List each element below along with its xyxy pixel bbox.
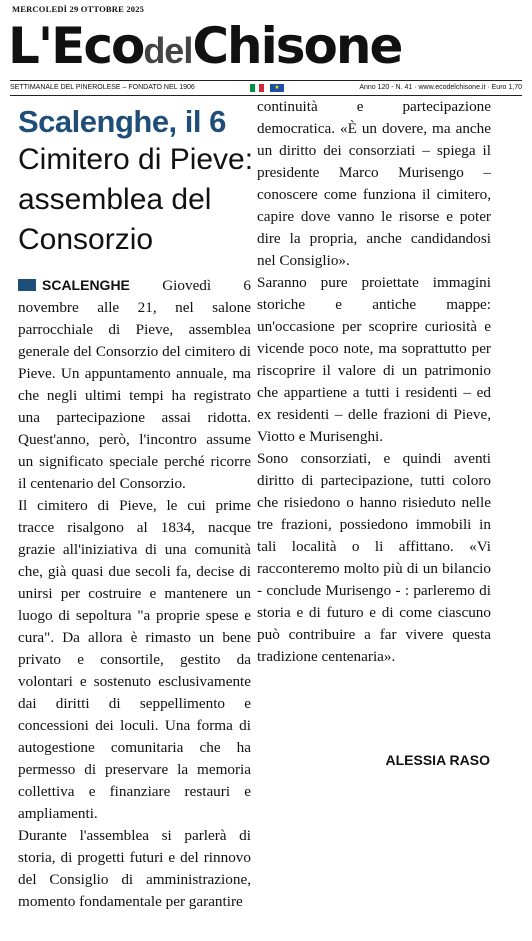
italian-flag-icon [250, 84, 264, 92]
article-column-2 [257, 96, 491, 668]
issue-date: MERCOLEDÌ 29 OTTOBRE 2025 [12, 4, 145, 14]
article-column-1 [18, 274, 251, 913]
newspaper-masthead [8, 16, 524, 76]
masthead-subbar [10, 82, 522, 94]
article-title: Cimitero di Pieve: assemblea del Consorzio [18, 143, 254, 256]
flags [250, 84, 284, 92]
article-paragraph: Saranno pure proiettate immagini storiche e antiche mappe: un'occasione per scoprire curiosità e vicende poco note, ma soprattutto per riscoprire il valore di un patrimonio che appartiene a tutti i residenti – ed ex residenti – delle frazioni di Pieve, Viotto e Murisenghi. [257, 274, 491, 445]
section-marker-icon [18, 279, 36, 291]
issue-info: Anno 120 - N. 41 · www.ecodelchisone.it · Euro 1,70 [359, 84, 522, 91]
masthead-part-chisone: Chisone [192, 17, 402, 75]
eu-flag-icon: ★ [270, 84, 284, 92]
article-paragraph [18, 274, 251, 495]
article-paragraph-continued: continuità e partecipazione democratica. «È un dovere, ma anche un diritto dei consorziati – spiega il presidente Marco Murisengo – conoscere come funziona il cimitero, capire dove vanno le risorse e poter dire la propria, anche candidandosi nel Consiglio». [257, 98, 491, 269]
article-paragraph: Sono consorziati, e quindi aventi diritto di partecipazione, tutti coloro che risiedono o hanno risieduto nelle tre frazioni, possiedono immobili in tali località o li affittano. «Vi racconteremo molto più di un bilancio - conclude Murisengo - : parleremo di storia e di futuro e di come ciascuno può contribuire a far vivere questa tradizione centenaria». [257, 450, 491, 665]
article-paragraph: Il cimitero di Pieve, le cui prime tracce risalgono al 1834, nacque grazie all'iniziativa di una comunità che, già quasi due secoli fa, decise di unirsi per costruire e mantenere un luogo di sepoltura "a proprie spese e cura". Da allora è rimasto un bene privato e consortile, gestito da volontari e sostenuto esclusivamente dai diritti di seppellimento e concessioni dei loculi. Una forma di autogestione comunitaria che ha permesso di preservare la memoria collettiva e finanziare restauri e ampliamenti. [18, 497, 251, 822]
masthead-part-eco: L'Eco [8, 17, 144, 75]
article-kicker: Scalenghe, il 6 [18, 104, 226, 139]
newspaper-subtitle: SETTIMANALE DEL PINEROLESE – FONDATO NEL 1906 [10, 84, 195, 91]
article-place: SCALENGHE [42, 277, 130, 293]
article-paragraph: Durante l'assemblea si parlerà di storia, di progetti futuri e del rinnovo del Consiglio di amministrazione, momento fondamentale per garantire [18, 827, 251, 910]
article-author: ALESSIA RASO [385, 752, 490, 768]
masthead-part-del: del [143, 30, 193, 71]
masthead-rule [10, 80, 522, 81]
paragraph-1-text: Giovedì 6 novembre alle 21, nel salone parrocchiale di Pieve, assemblea generale del Consorzio del cimitero di Pieve. Un appuntamento annuale, ma che negli ultimi tempi ha registrato una partecipazione assai ridotta. Quest'anno, però, l'incontro assume un significato speciale perché ricorre il centenario del Consorzio. [18, 277, 251, 492]
